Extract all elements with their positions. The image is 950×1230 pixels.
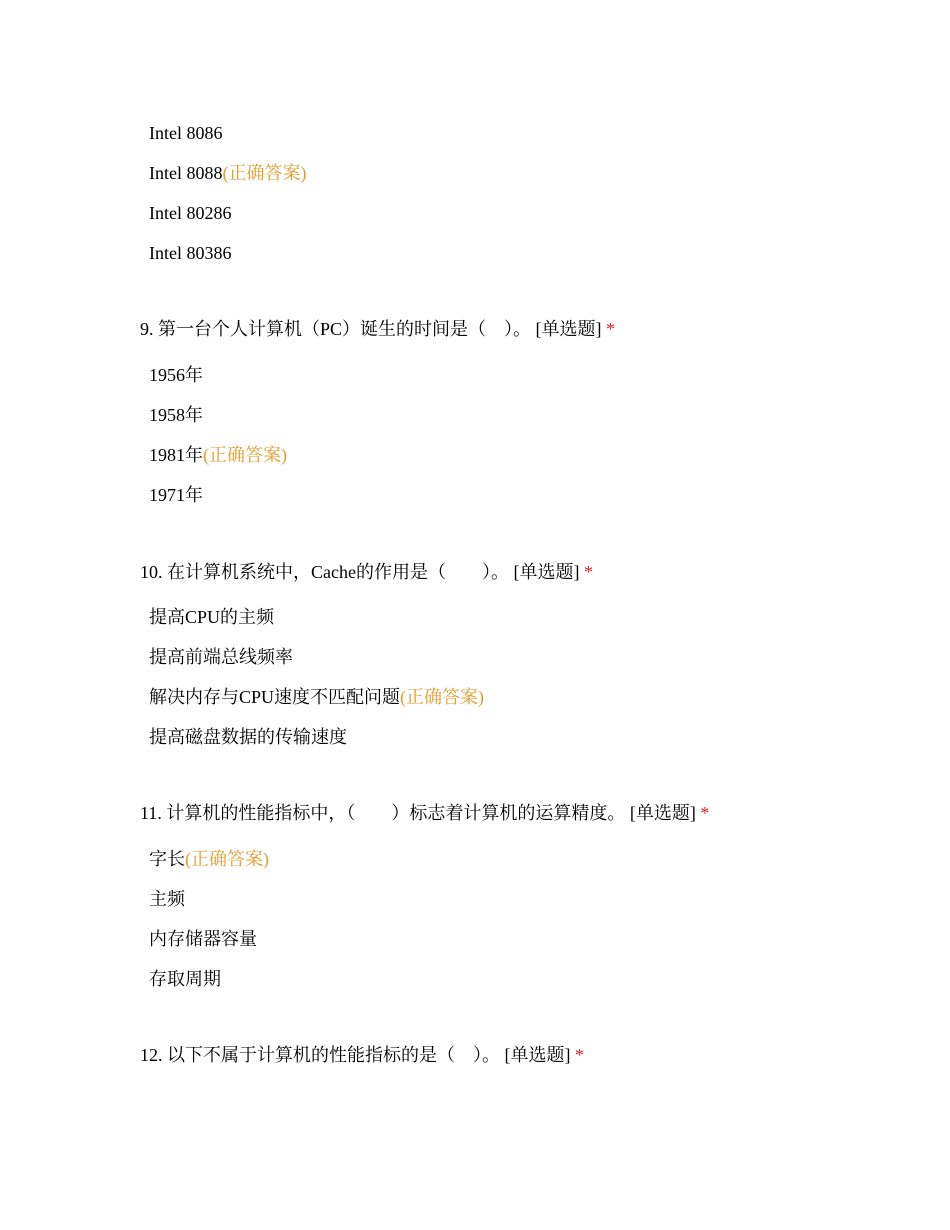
q11-options — [149, 839, 269, 999]
q11-option-c: 内存储器容量 — [149, 929, 257, 949]
q10-option-a: 提高CPU的主频 — [149, 607, 275, 627]
q11-option-a: 字长(正确答案) — [149, 849, 269, 869]
correct-answer-tag: (正确答案) — [203, 445, 287, 465]
q9-title: 9. 第一台个人计算机（PC）诞生的时间是（ ）。 [单选题] * — [140, 319, 616, 339]
correct-answer-tag: (正确答案) — [185, 849, 269, 869]
correct-answer-tag: (正确答案) — [400, 687, 485, 707]
q9-option-b: 1958年 — [149, 405, 203, 425]
required-mark: * — [583, 562, 593, 582]
q11-title: 11. 计算机的性能指标中，（ ）标志着计算机的运算精度。 [单选题] * — [140, 803, 710, 823]
required-mark: * — [606, 319, 616, 339]
required-mark: * — [700, 803, 710, 823]
q10-title: 10. 在计算机系统中，Cache的作用是（ ）。 [单选题] * — [140, 562, 593, 582]
required-mark: * — [575, 1045, 584, 1065]
q10-option-b: 提高前端总线频率 — [149, 647, 293, 667]
q10-options — [149, 597, 484, 757]
q12-title: 12. 以下不属于计算机的性能指标的是（ ）。 [单选题] * — [140, 1045, 584, 1065]
q10-option-d: 提高磁盘数据的传输速度 — [149, 727, 347, 747]
q9-option-d: 1971年 — [149, 485, 203, 505]
q9-option-a: 1956年 — [149, 365, 203, 385]
q8-option-b: Intel 8088(正确答案) — [149, 163, 307, 183]
q8-option-d: Intel 80386 — [149, 243, 232, 263]
q10-option-c: 解决内存与CPU速度不匹配问题(正确答案) — [149, 687, 485, 707]
q8-option-a: Intel 8086 — [149, 123, 223, 143]
q8-option-c: Intel 80286 — [149, 203, 232, 223]
q11-option-d: 存取周期 — [149, 969, 221, 989]
q8-options — [149, 113, 307, 273]
q9-options — [149, 355, 287, 515]
q11-option-b: 主频 — [149, 889, 185, 909]
correct-answer-tag: (正确答案) — [222, 163, 307, 183]
q9-option-c: 1981年(正确答案) — [149, 445, 287, 465]
